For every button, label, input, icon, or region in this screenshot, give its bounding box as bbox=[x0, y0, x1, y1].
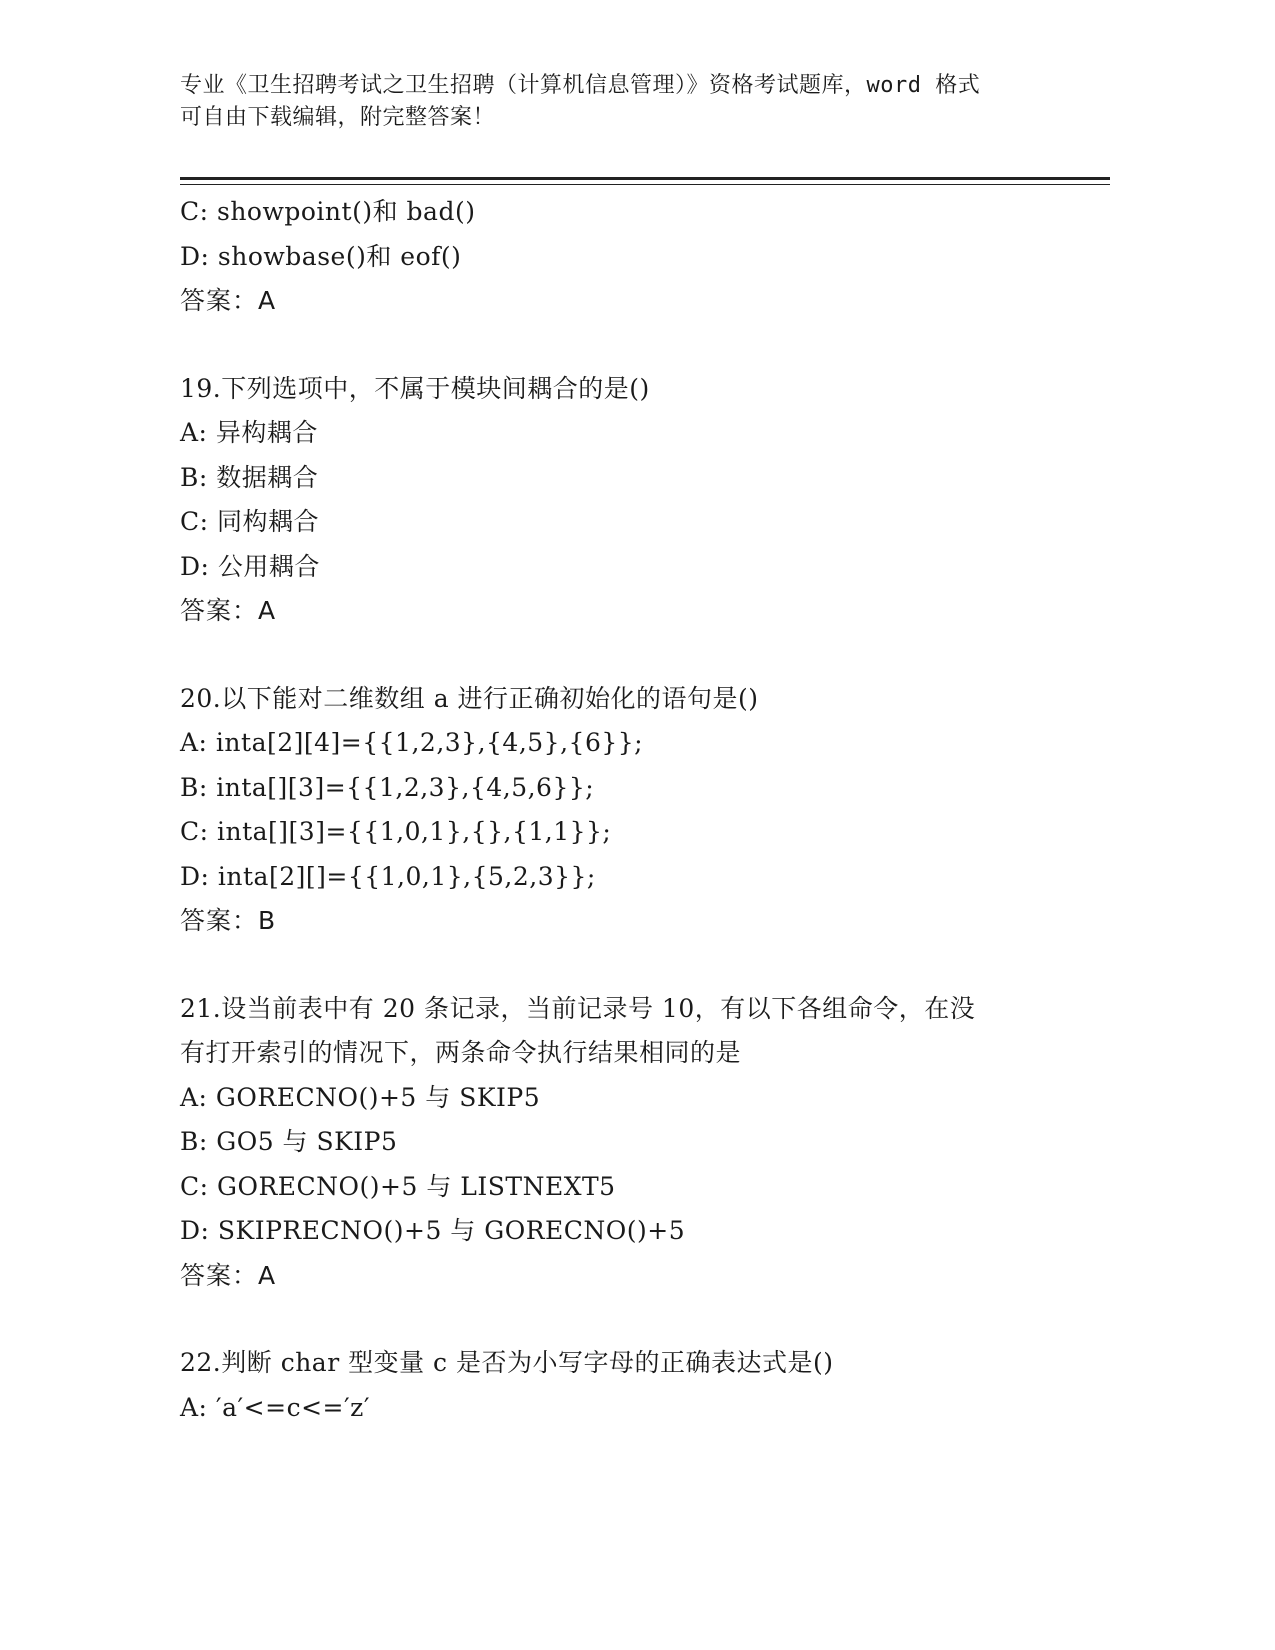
option-b: B: inta[][3]={{1,2,3},{4,5,6}}; bbox=[180, 772, 595, 802]
option-c: C: showpoint()和 bad() bbox=[180, 197, 476, 226]
option-a: A: GORECNO()+5 与 SKIP5 bbox=[180, 1082, 541, 1112]
question-spacer bbox=[180, 634, 1080, 677]
document-header bbox=[180, 70, 1080, 134]
option-a: A: ′a′<=c<=′z′ bbox=[180, 1392, 370, 1422]
answer-line: 答案：A bbox=[180, 1260, 277, 1290]
question-stem-line-1: 21.设当前表中有 20 条记录，当前记录号 10，有以下各组命令，在没 bbox=[180, 993, 976, 1023]
option-a: A: inta[2][4]={{1,2,3},{4,5},{6}}; bbox=[180, 728, 644, 757]
option-b: B: GO5 与 SKIP5 bbox=[180, 1127, 398, 1156]
question-list bbox=[180, 190, 1080, 1430]
header-divider-thick bbox=[180, 177, 1110, 180]
question-21 bbox=[180, 987, 1080, 1299]
option-c: C: 同构耦合 bbox=[180, 507, 319, 536]
question-stem: 22.判断 char 型变量 c 是否为小写字母的正确表达式是() bbox=[180, 1348, 834, 1377]
option-d: D: inta[2][]={{1,0,1},{5,2,3}}; bbox=[180, 861, 596, 891]
question-20 bbox=[180, 677, 1080, 944]
option-d: D: 公用耦合 bbox=[180, 551, 320, 581]
question-spacer bbox=[180, 944, 1080, 987]
answer-line: 答案：B bbox=[180, 906, 277, 935]
question-18-tail bbox=[180, 190, 1080, 324]
answer-line: 答案：A bbox=[180, 596, 277, 625]
question-19 bbox=[180, 367, 1080, 634]
header-line-1: 专业《卫生招聘考试之卫生招聘（计算机信息管理）》资格考试题库，word 格式 bbox=[180, 73, 981, 98]
option-b: B: 数据耦合 bbox=[180, 462, 319, 492]
question-stem-line-2: 有打开索引的情况下，两条命令执行结果相同的是 bbox=[180, 1038, 742, 1067]
header-divider-thin bbox=[180, 184, 1110, 185]
question-22 bbox=[180, 1341, 1080, 1430]
option-a: A: 异构耦合 bbox=[180, 418, 318, 447]
question-stem: 19.下列选项中，不属于模块间耦合的是() bbox=[180, 373, 650, 403]
answer-line: 答案：A bbox=[180, 286, 277, 315]
option-c: C: inta[][3]={{1,0,1},{},{1,1}}; bbox=[180, 817, 612, 846]
question-spacer bbox=[180, 1298, 1080, 1341]
question-spacer bbox=[180, 324, 1080, 367]
option-d: D: showbase()和 eof() bbox=[180, 241, 462, 271]
option-c: C: GORECNO()+5 与 LISTNEXT5 bbox=[180, 1171, 616, 1201]
option-d: D: SKIPRECNO()+5 与 GORECNO()+5 bbox=[180, 1216, 686, 1245]
question-stem: 20.以下能对二维数组 a 进行正确初始化的语句是() bbox=[180, 683, 759, 713]
header-line-2: 可自由下载编辑，附完整答案！ bbox=[180, 105, 496, 130]
